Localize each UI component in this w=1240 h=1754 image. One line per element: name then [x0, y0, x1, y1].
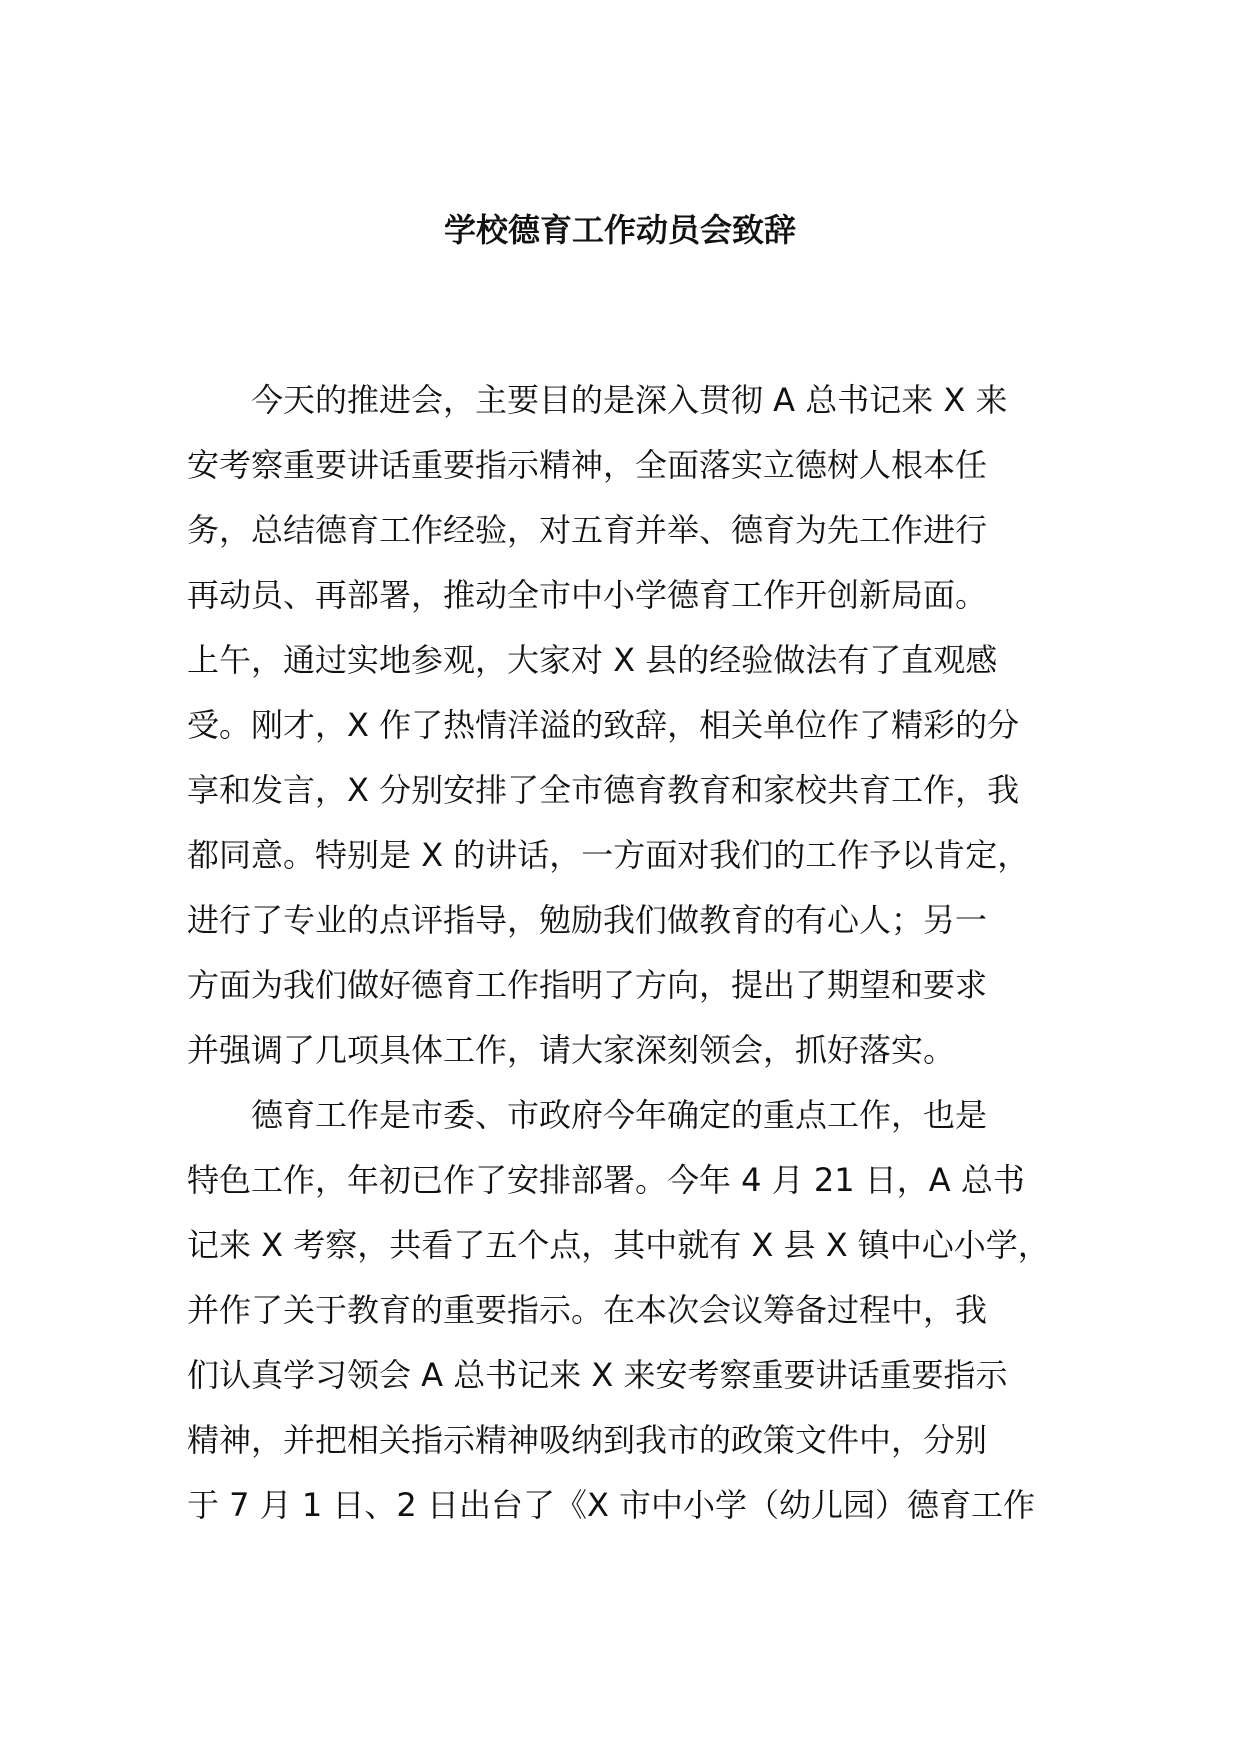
paragraph-line: 务，总结德育工作经验，对五育并举、德育为先工作进行: [187, 511, 988, 549]
paragraph-line: 精神，并把相关指示精神吸纳到我市的政策文件中，分别: [187, 1421, 988, 1459]
document-body: [187, 368, 1067, 1538]
paragraph-line: 受。刚才，X 作了热情洋溢的致辞，相关单位作了精彩的分: [187, 706, 1020, 744]
paragraph-line: 享和发言，X 分别安排了全市德育教育和家校共育工作，我: [187, 771, 1020, 809]
paragraph-line: 今天的推进会，主要目的是深入贯彻 A 总书记来 X 来: [251, 381, 1008, 419]
paragraph-line: 安考察重要讲话重要指示精神，全面落实立德树人根本任: [187, 446, 988, 484]
paragraph-line: 于 7 月 1 日、2 日出台了《X 市中小学（幼儿园）德育工作: [187, 1486, 1036, 1524]
paragraph-line: 并作了关于教育的重要指示。在本次会议筹备过程中，我: [187, 1291, 988, 1329]
paragraph-line: 们认真学习领会 A 总书记来 X 来安考察重要讲话重要指示: [187, 1356, 1008, 1394]
paragraph-line: 记来 X 考察，共看了五个点，其中就有 X 县 X 镇中心小学，: [187, 1226, 1050, 1264]
paragraph-line: 并强调了几项具体工作，请大家深刻领会，抓好落实。: [187, 1031, 956, 1069]
document-title: 学校德育工作动员会致辞: [443, 211, 796, 249]
paragraph-line: 再动员、再部署，推动全市中小学德育工作开创新局面。: [187, 576, 988, 614]
paragraph-line: 方面为我们做好德育工作指明了方向，提出了期望和要求: [187, 966, 988, 1004]
paragraph-line: 都同意。特别是 X 的讲话，一方面对我们的工作予以肯定，: [187, 836, 1030, 874]
paragraph-line: 进行了专业的点评指导，勉励我们做教育的有心人；另一: [187, 901, 988, 939]
paragraph-line: 上午，通过实地参观，大家对 X 县的经验做法有了直观感: [187, 641, 998, 679]
paragraph-line: 特色工作，年初已作了安排部署。今年 4 月 21 日，A 总书: [187, 1161, 1025, 1199]
paragraph-line: 德育工作是市委、市政府今年确定的重点工作，也是: [251, 1096, 988, 1134]
paragraph-2: [187, 1083, 1067, 1538]
paragraph-1: [187, 368, 1067, 1083]
